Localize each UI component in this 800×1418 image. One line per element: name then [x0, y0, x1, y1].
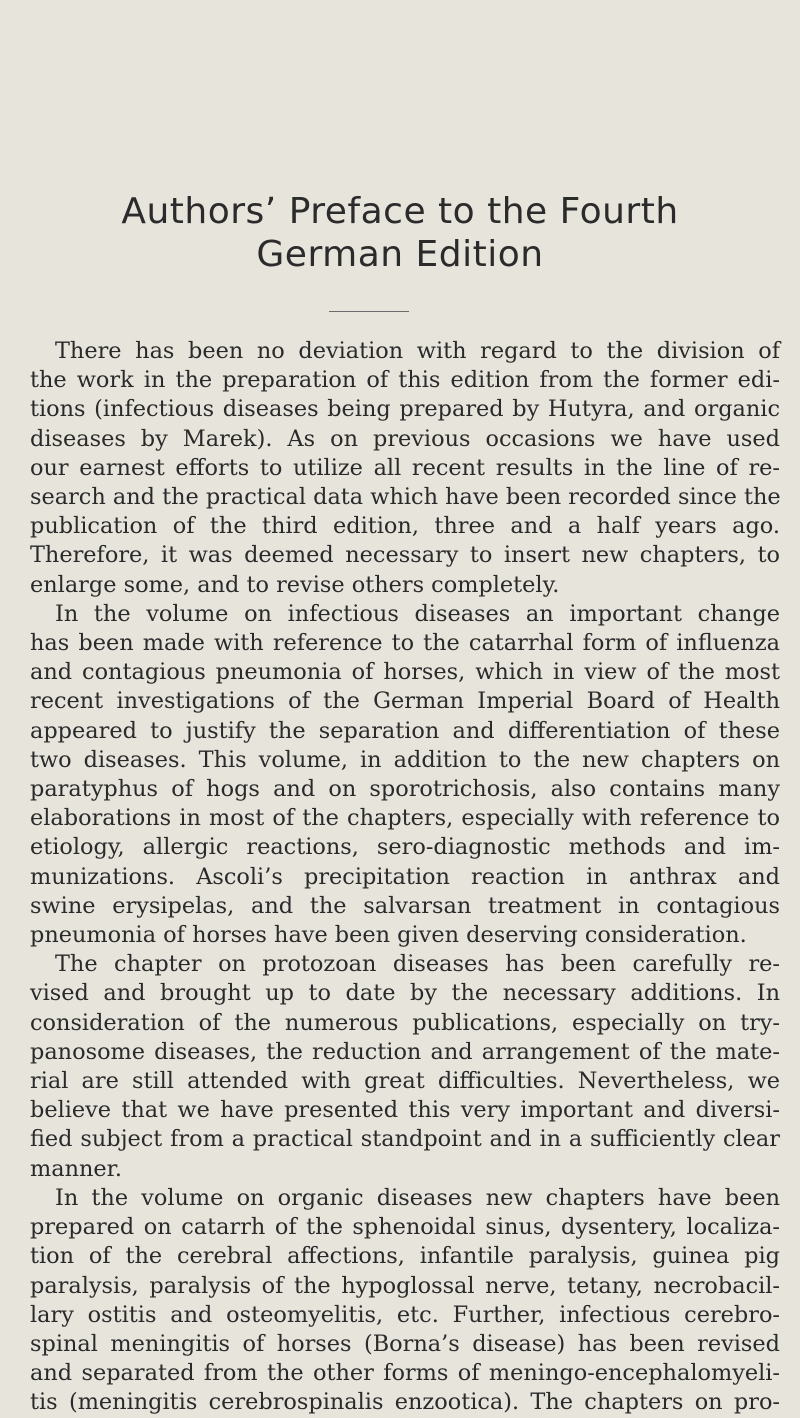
text-line: swine erysipelas, and the salvarsan treatment in contagious	[30, 892, 780, 919]
text-line: recent investigations of the German Imperial Board of Health	[30, 688, 780, 715]
paragraph-2	[30, 600, 780, 950]
text-line: search and the practical data which have been recorded since the	[30, 484, 781, 511]
text-line: etiology, allergic reactions, sero-diagnostic methods and im-	[30, 834, 780, 861]
text-line: manner.	[30, 1155, 123, 1182]
text-line: paratyphus of hogs and on sporotrichosis, also contains many	[30, 776, 780, 803]
text-line: munizations. Ascoli’s precipitation reaction in anthrax and	[30, 863, 780, 890]
text-line: our earnest efforts to utilize all recent results in the line of re-	[30, 454, 780, 481]
paragraph-3	[30, 950, 780, 1184]
text-line: rial are still attended with great difficulties. Nevertheless, we	[30, 1068, 780, 1095]
preface-title	[0, 190, 800, 276]
text-line: spinal meningitis of horses (Borna’s disease) has been revised	[30, 1330, 780, 1357]
text-line: enlarge some, and to revise others completely.	[30, 571, 560, 598]
text-line: and separated from the other forms of meningo-encephalomyeli-	[30, 1360, 780, 1387]
text-line: The chapter on protozoan diseases has been carefully re-	[55, 951, 780, 978]
text-line: publication of the third edition, three and a half years ago.	[30, 513, 780, 540]
text-line: In the volume on organic diseases new chapters have been	[55, 1184, 780, 1211]
text-line: pneumonia of horses have been given deserving consideration.	[30, 922, 747, 949]
title-line-2: German Edition	[256, 234, 544, 275]
text-line: tion of the cerebral affections, infantile paralysis, guinea pig	[30, 1243, 780, 1270]
text-line: There has been no deviation with regard to the division of	[55, 338, 780, 364]
text-line: two diseases. This volume, in addition to the new chapters on	[30, 746, 780, 773]
text-line: tions (infectious diseases being prepared by Hutyra, and organic	[30, 396, 780, 423]
text-line: diseases by Marek). As on previous occasions we have used	[30, 425, 780, 452]
text-line: and contagious pneumonia of horses, which in view of the most	[30, 659, 780, 686]
text-line: consideration of the numerous publications, especially on try-	[30, 1009, 780, 1036]
text-line: tis (meningitis cerebrospinalis enzootica). The chapters on pro-	[30, 1389, 780, 1416]
text-line: prepared on catarrh of the sphenoidal sinus, dysentery, localiza-	[30, 1214, 780, 1241]
text-line: panosome diseases, the reduction and arrangement of the mate-	[30, 1038, 780, 1065]
text-line: Therefore, it was deemed necessary to insert new chapters, to	[30, 542, 780, 569]
text-line: paralysis, paralysis of the hypoglossal nerve, tetany, necrobacil-	[30, 1272, 780, 1299]
text-line: lary ostitis and osteomyelitis, etc. Further, infectious cerebro-	[30, 1301, 780, 1328]
text-line: has been made with reference to the catarrhal form of influenza	[30, 630, 780, 657]
title-line-1: Authors’ Preface to the Fourth	[121, 191, 679, 232]
text-line: elaborations in most of the chapters, especially with reference to	[30, 805, 780, 832]
preface-body	[30, 337, 780, 1418]
text-line: fied subject from a practical standpoint and in a sufficiently clear	[30, 1126, 780, 1153]
text-line: vised and brought up to date by the necessary additions. In	[30, 980, 780, 1007]
text-line: In the volume on infectious diseases an important change	[55, 600, 780, 627]
paragraph-4	[30, 1184, 780, 1418]
text-line: the work in the preparation of this edition from the former edi-	[30, 367, 780, 394]
text-line: appeared to justify the separation and differentiation of these	[30, 717, 780, 744]
title-divider	[329, 311, 409, 312]
paragraph-1	[30, 337, 780, 600]
text-line: believe that we have presented this very important and diversi-	[30, 1097, 780, 1124]
